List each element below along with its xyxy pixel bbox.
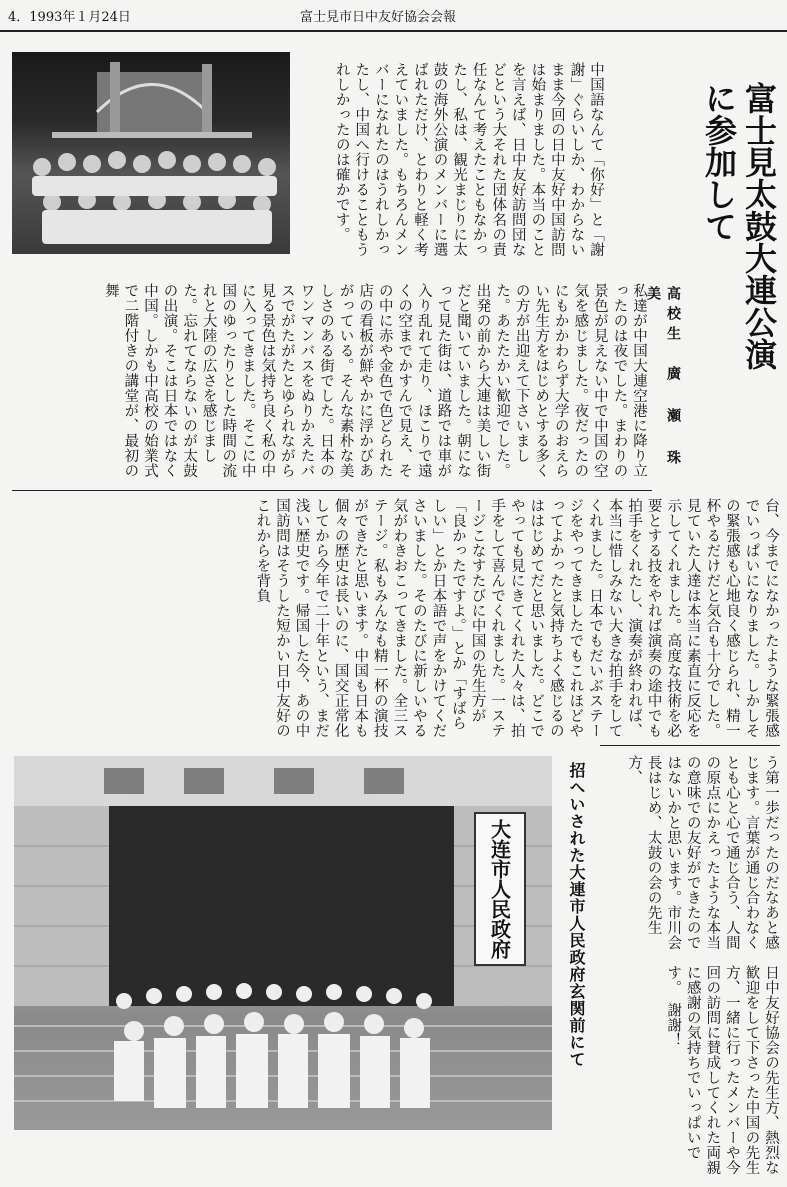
article-column-2: 私達が中国大連空港に降り立ったのは夜でした。まわりの景色が見えない中で中国の空気を感じました。夜だったのにもかかわらず大学のおえらい先生方をはじめとする多くの方が出迎えて下さいました。あたたかい歓迎でした。出発の前から大連は美しい街だと聞いていました。朝になって見た街は、道路では車が入り乱れて走り、ほこりで遠くの空までかすんで見え、その中に赤や金色で色どられた店の看板が鮮やかに浮かびあがっている。そんな素朴な美しさのある街でした。日本のワンマンバスをぬりかえたバスでがたがたとゆられながら見る景色は気持ち良く私の中に入ってきました。そこに中国のゆったりとした時間の流れと大陸の広さを感じました。忘れてならないのが太鼓の出演。そこは日本ではなく中国。しかも中高校の始業式で二階付きの講堂が、最初の舞 [102,283,647,478]
article-title: 富士見太鼓大連公演に参加して [700,82,778,370]
page-date: 4．1993年１月24日 [8,10,131,25]
night-group-photo [12,52,290,254]
column-divider-lower [600,745,780,746]
article-column-1: 中国語なんて「你好」と「謝謝」ぐらいしか、わからないまま今回の日中友好中国訪問は始まりました。本当のことを言えば、日中友好訪問団などという大それた団体名の責任なんて考えたこともなかったし、私は、観光まじりに太鼓の海外公演のメンバーに選ばれただけ、とわりと軽く考えていました。もちろんメンバーになれたのはうれしかったし、中国へ行けることもうれしかったのは確かです。 [333,62,604,257]
photo-caption: 招へいされた大連市人民政府玄関前にて [567,762,586,1068]
building-scene-illustration [14,756,552,1130]
building-sign: 大连市人民政府 [474,812,526,966]
article-column-5: 日中友好協会の先生方、熱烈な歓迎をして下さった中国の先生方、一緒に行ったメンバーや今回の訪問に賛成してくれた両親に感謝の気持ちでいっぱいです。 謝謝！ [665,965,779,1175]
column-divider [12,490,652,491]
article-column-3: 台、今までになかったような緊張感でいっぱいになりました。しかしその緊張感も心地良く感じられ、精一杯やるだけだと気合も十分でした。見ていた人達は本当に素直に反応を示してくれました。高度な技術を必要とする技をやれば演奏の途中でも拍手をくれたし、演奏が終われば、本当に惜しみない大きな拍手をしてくれました。日本でもだいぶステージをやってきましたでもこれほどやってよかったと気持ちよく感じるのははじめてだと思いました。どこでやっても見にきてくれた人々は、拍手をして喜んでくれました。一ステージこなすたびに中国の先生方が「良かったですよ。」とか「すばらしい」とか日本語で声をかけてくださいました。そのたびに新しいやる気がわきおこってきました。全三ステージ。私もみんなも精一杯の演技ができたと思います。中国も日本も個々の歴史は長いのに、国交正常化してから今年で二十年という、まだ浅い歴史です。帰国した今、あの中国訪問はそうした短かい日中友好のこれからを背負 [254,498,779,738]
article-byline: 高校生 廣 瀬 珠 美 [645,286,681,470]
night-scene-illustration [12,52,290,254]
newspaper-name: 富士見市日中友好協会会報 [300,10,457,25]
page-header [0,0,787,32]
article-column-4: う第一歩だったのだなあと感じます。言葉が通じ合わなくとも心と心で通じ合う、人間の原点にかえったような本当の意味での友好ができたのではないかと思います。市川会長はじめ、太鼓の会の先生方、 [626,755,779,950]
government-building-group-photo [14,756,552,1130]
